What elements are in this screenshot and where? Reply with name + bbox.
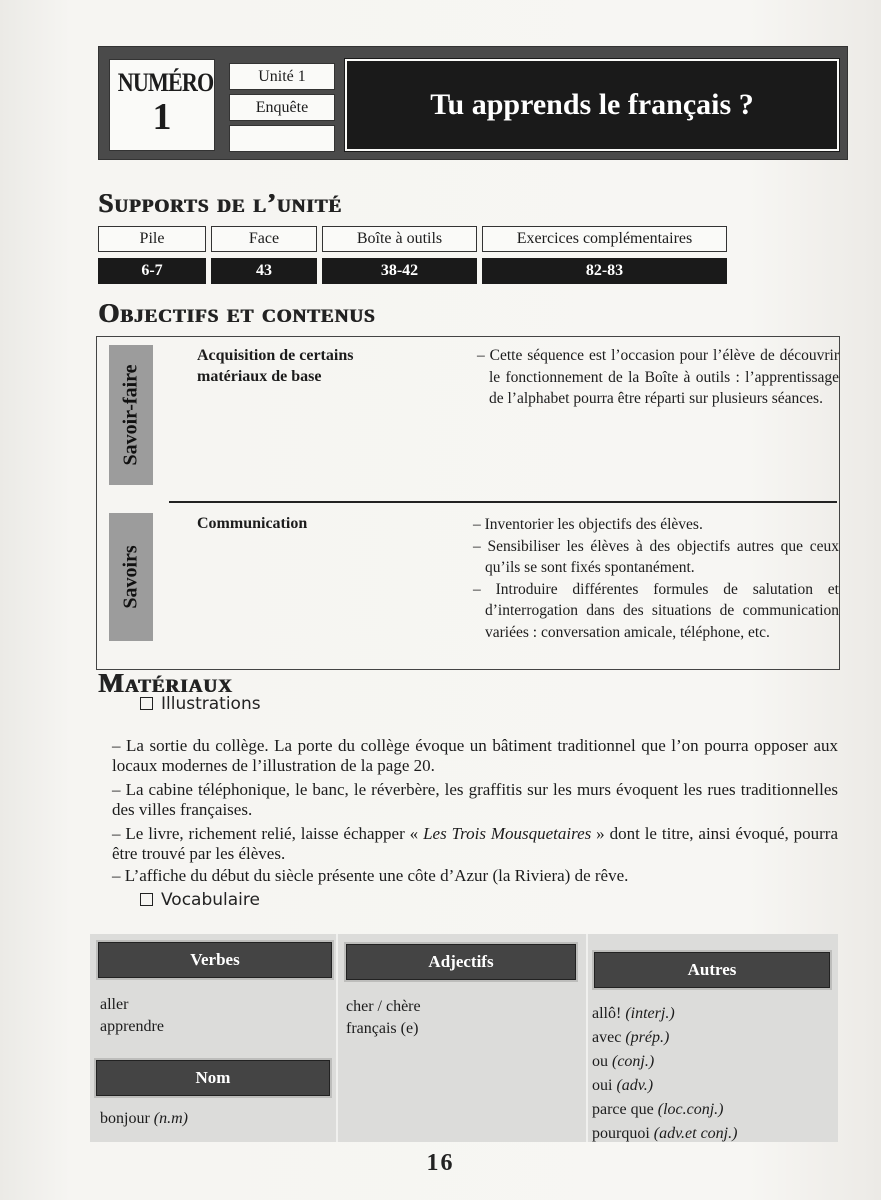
vocabulaire-label: Vocabulaire	[140, 890, 260, 910]
list-item: aller	[100, 996, 129, 1013]
illustrations-label: Illustrations	[140, 694, 261, 714]
unit-header	[98, 46, 848, 160]
savoir-faire-subtitle: Acquisition de certains matériaux de base	[197, 347, 354, 385]
enquete-label: Enquête	[229, 94, 335, 121]
numero-label: NUMÉRO	[117, 68, 214, 97]
list-item: ou (conj.)	[592, 1053, 655, 1070]
verbes-list	[100, 994, 164, 1038]
list-item: apprendre	[100, 1018, 164, 1035]
savoirs-item: – Introduire différentes formules de salutation et d’interrogation dans des situations de communication variées : conversation amicale, téléphone, etc.	[473, 580, 839, 641]
book-title: Les Trois Mousquetaires	[423, 824, 592, 843]
adjectifs-list	[346, 996, 421, 1040]
savoir-faire-tab	[109, 345, 153, 485]
materiaux-paragraph: – La sortie du collège. La porte du collège évoque un bâtiment traditionnel que l’on pourra opposer aux locaux modernes de l’illustration de la page 20.	[112, 736, 838, 775]
materiaux-paragraph-livre: – Le livre, richement relié, laisse échapper « Les Trois Mousquetaires » dont le titre, ainsi évoqué, pourra être trouvé par les élèves.	[112, 824, 839, 863]
support-value-boite: 38-42	[322, 258, 477, 284]
objectifs-box	[96, 336, 840, 670]
autres-header: Autres	[594, 952, 830, 988]
column-separator	[586, 934, 588, 1142]
list-item: pourquoi (adv.et conj.)	[592, 1125, 738, 1142]
checkbox-icon	[140, 893, 153, 906]
support-label-pile: Pile	[98, 226, 206, 252]
autres-list	[592, 1002, 737, 1146]
nom-list	[100, 1108, 188, 1130]
list-item: bonjour	[100, 1110, 150, 1127]
objectifs-heading: Objectifs et contenus	[98, 298, 376, 328]
materiaux-heading: Matériaux	[98, 668, 233, 698]
adjectifs-header: Adjectifs	[346, 944, 576, 980]
unite-label: Unité 1	[229, 63, 335, 90]
savoirs-tab	[109, 513, 153, 641]
list-item: parce que (loc.conj.)	[592, 1101, 724, 1118]
checkbox-icon	[140, 697, 153, 710]
savoirs-list	[473, 514, 839, 643]
savoirs-subtitle: Communication	[197, 515, 308, 532]
savoir-faire-text: – Cette séquence est l’occasion pour l’élève de découvrir le fonctionnement de la Boîte à outils : l’apprentissage de l’alphabet pourra être réparti sur plusieurs séances.	[477, 347, 839, 407]
list-item: français (e)	[346, 1020, 419, 1037]
materiaux-paragraph: – La cabine téléphonique, le banc, le réverbère, les graffitis sur les murs évoquent les rues traditionnelles des villes françaises.	[112, 780, 838, 819]
support-label-exercices: Exercices complémentaires	[482, 226, 727, 252]
savoir-faire-label: Savoir-faire	[119, 364, 142, 466]
column-separator	[336, 934, 338, 1142]
support-label-face: Face	[211, 226, 317, 252]
numero-box	[109, 59, 215, 151]
section-divider	[169, 501, 837, 503]
numero-value: 1	[152, 96, 172, 138]
list-item: oui (adv.)	[592, 1077, 654, 1094]
vocabulary-table	[90, 934, 838, 1142]
page-number: 16	[426, 1150, 455, 1176]
savoirs-item: – Inventorier les objectifs des élèves.	[473, 516, 703, 533]
support-label-boite: Boîte à outils	[322, 226, 477, 252]
savoirs-label: Savoirs	[119, 545, 142, 609]
savoirs-item: – Sensibiliser les élèves à des objectifs autres que ceux qu’ils se sont fixés spontanément.	[473, 537, 839, 576]
list-item: allô! (interj.)	[592, 1005, 675, 1022]
page-title: Tu apprends le français ?	[345, 59, 839, 151]
list-item: cher / chère	[346, 998, 421, 1015]
support-value-exercices: 82-83	[482, 258, 727, 284]
list-item: avec (prép.)	[592, 1029, 670, 1046]
support-value-pile: 6-7	[98, 258, 206, 284]
supports-heading: Supports de l’unité	[98, 188, 342, 218]
support-value-face: 43	[211, 258, 317, 284]
verbes-header: Verbes	[98, 942, 332, 978]
grammar-tag: (n.m)	[153, 1110, 188, 1127]
nom-header: Nom	[96, 1060, 330, 1096]
materiaux-paragraph: – L’affiche du début du siècle présente une côte d’Azur (la Riviera) de rêve.	[112, 866, 629, 885]
empty-box	[229, 125, 335, 152]
